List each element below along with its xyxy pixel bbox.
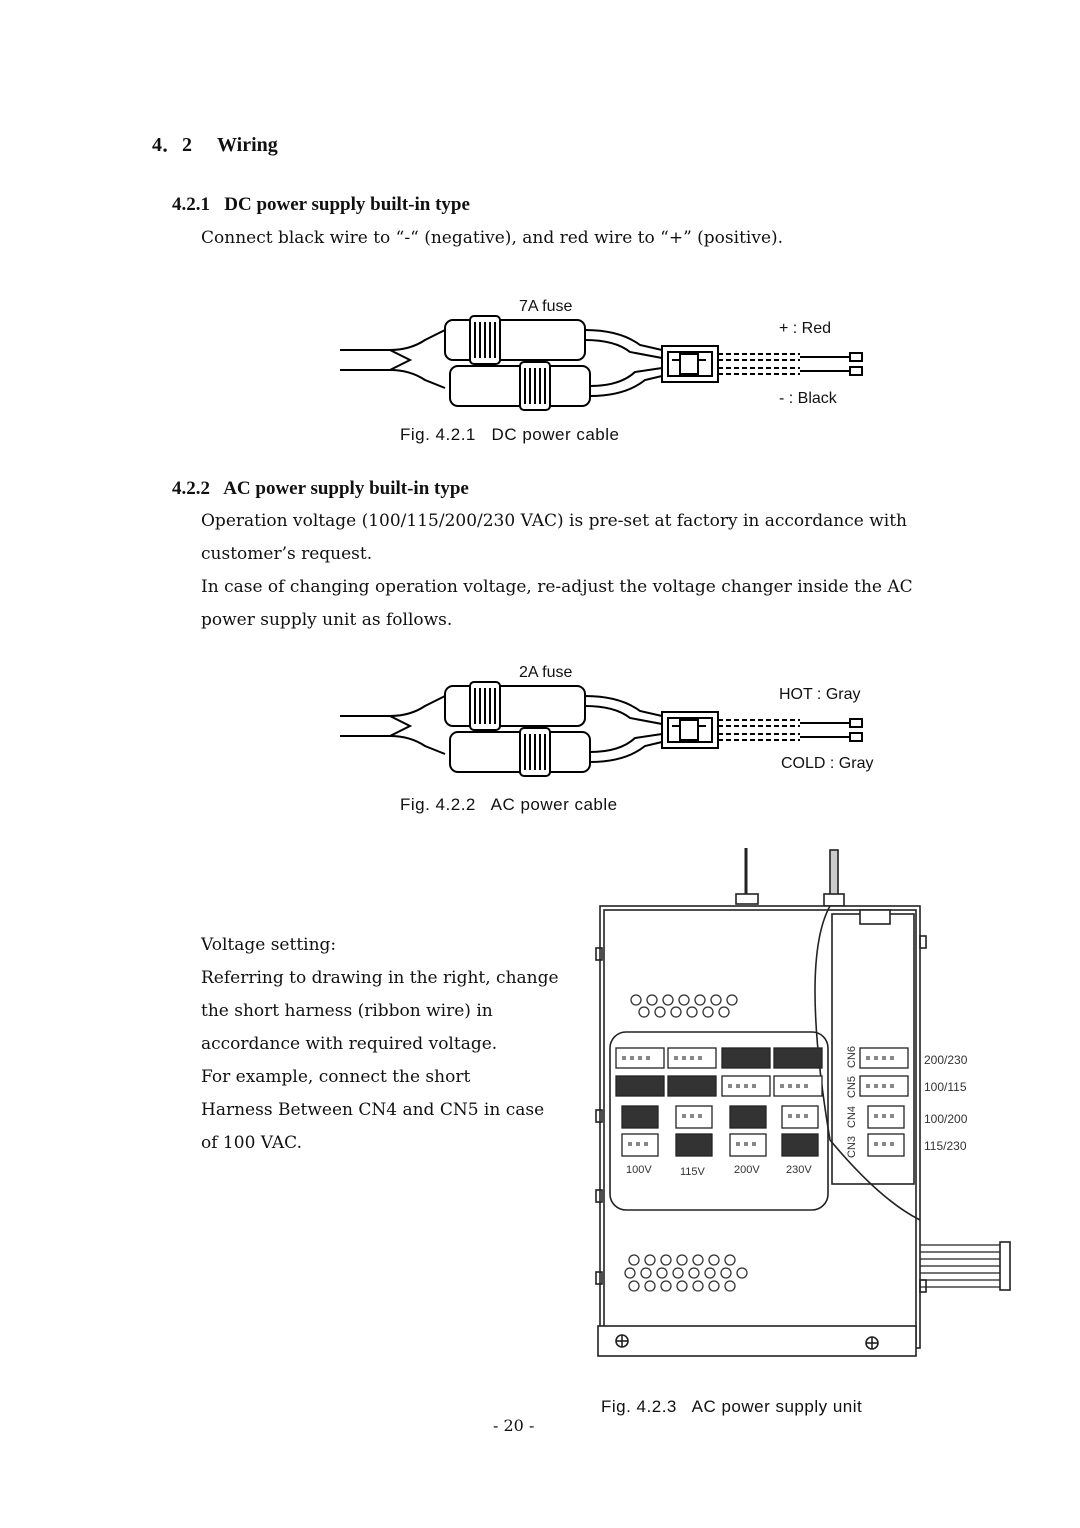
voltage-line: Harness Between CN4 and CN5 in case bbox=[201, 1100, 545, 1120]
connector-label-cn3: CN3 bbox=[846, 1135, 858, 1158]
side-voltage-label: 100/200 bbox=[924, 1112, 968, 1126]
dc-instruction: Connect black wire to “-“ (negative), and red wire to “+” (positive). bbox=[201, 228, 784, 248]
voltage-line: the short harness (ribbon wire) in bbox=[201, 1001, 493, 1021]
side-voltage-label: 200/230 bbox=[924, 1053, 968, 1067]
ac-paragraph-1 bbox=[201, 505, 971, 571]
ac-paragraph-1-line-2: customer’s request. bbox=[201, 544, 373, 564]
ac-paragraph-2-line-2: power supply unit as follows. bbox=[201, 610, 453, 630]
bottom-voltage-label: 115V bbox=[680, 1166, 705, 1178]
section-number: 4．2 bbox=[152, 134, 192, 156]
dc-positive-label: + : Red bbox=[779, 320, 832, 337]
side-voltage-label: 100/115 bbox=[924, 1080, 967, 1094]
dc-figure-caption: Fig. 4.2.1 DC power cable bbox=[400, 425, 620, 444]
dc-heading: 4.2.1 DC power supply built-in type bbox=[172, 194, 470, 215]
connector-label-cn5: CN5 bbox=[846, 1075, 858, 1098]
bottom-voltage-label: 200V bbox=[734, 1164, 760, 1176]
ac-fuse-label: 2A fuse bbox=[519, 664, 573, 681]
ac-unit-figure bbox=[580, 840, 1020, 1370]
dc-negative-label: - : Black bbox=[779, 390, 837, 407]
unit-figure-caption: Fig. 4.2.3 AC power supply unit bbox=[601, 1397, 863, 1416]
connector-label-cn4: CN4 bbox=[846, 1105, 858, 1128]
ac-heading: 4.2.2 AC power supply built-in type bbox=[172, 478, 469, 499]
ac-unit-drawing bbox=[580, 840, 1020, 1370]
ac-paragraph-2 bbox=[201, 571, 971, 637]
voltage-line: of 100 VAC. bbox=[201, 1133, 302, 1153]
dc-fuse-label: 7A fuse bbox=[519, 298, 573, 315]
ac-figure-caption: Fig. 4.2.2 AC power cable bbox=[400, 795, 618, 814]
connector-label-cn6: CN6 bbox=[846, 1045, 858, 1068]
bottom-voltage-label: 230V bbox=[786, 1164, 812, 1176]
voltage-line: Voltage setting: bbox=[201, 935, 337, 955]
voltage-line: For example, connect the short bbox=[201, 1067, 471, 1087]
bottom-voltage-label: 100V bbox=[626, 1164, 652, 1176]
voltage-line: Referring to drawing in the right, change bbox=[201, 968, 559, 988]
ac-paragraph-1-line-1: Operation voltage (100/115/200/230 VAC) is pre-set at factory in accordance with bbox=[201, 511, 908, 531]
ac-paragraph-2-line-1: In case of changing operation voltage, re-adjust the voltage changer inside the AC bbox=[201, 577, 913, 597]
voltage-setting-text bbox=[201, 929, 581, 1160]
ac-hot-label: HOT : Gray bbox=[779, 686, 861, 703]
voltage-line: accordance with required voltage. bbox=[201, 1034, 498, 1054]
ac-cold-label: COLD : Gray bbox=[781, 755, 874, 772]
page-number: - 20 - bbox=[493, 1416, 535, 1435]
side-voltage-label: 115/230 bbox=[924, 1139, 967, 1153]
section-heading bbox=[152, 128, 278, 157]
section-title: Wiring bbox=[217, 134, 278, 156]
